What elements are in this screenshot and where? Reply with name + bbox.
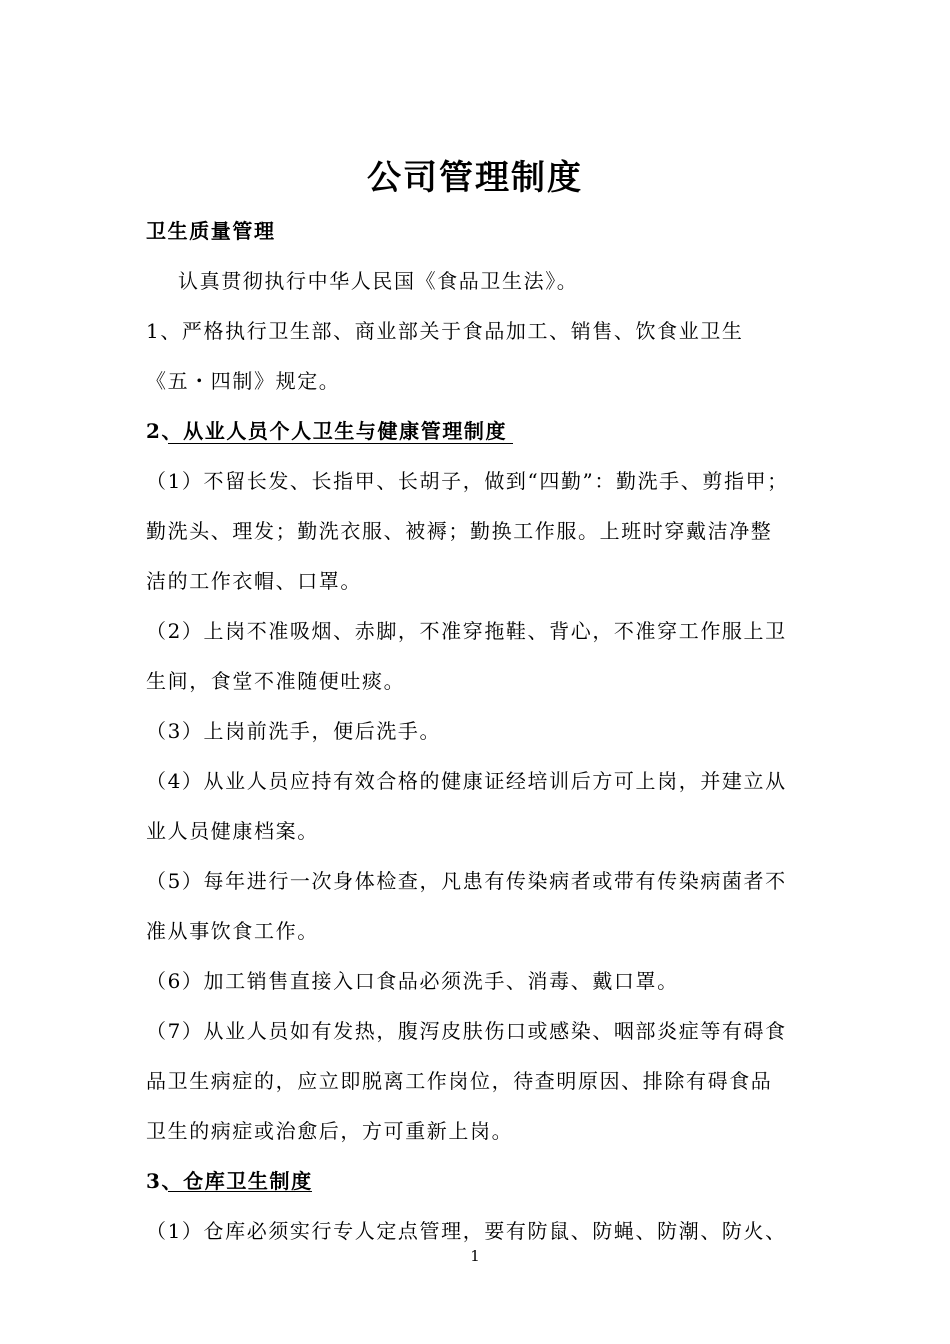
p2-line2: 生间，食堂不准随便吐痰。 bbox=[146, 669, 406, 693]
p2-line1: （2）上岗不准吸烟、赤脚，不准穿拖鞋、背心，不准穿工作服上卫 bbox=[146, 619, 787, 643]
page-number: 1 bbox=[470, 1247, 480, 1265]
item1-line2: 《五・四制》规定。 bbox=[146, 369, 341, 393]
item3-heading-row bbox=[146, 1166, 313, 1198]
p4-line1: （4）从业人员应持有效合格的健康证经培训后方可上岗，并建立从 bbox=[146, 769, 787, 793]
item3-heading: 仓库卫生制度 bbox=[183, 1169, 313, 1193]
p1-line2: 勤洗头、理发；勤洗衣服、被褥；勤换工作服。上班时穿戴洁净整 bbox=[146, 519, 773, 543]
item3-number: 3、 bbox=[146, 1169, 184, 1193]
item2-heading-underline bbox=[168, 443, 513, 444]
p6-line1: （6）加工销售直接入口食品必须洗手、消毒、戴口罩。 bbox=[146, 969, 679, 993]
section-heading: 卫生质量管理 bbox=[146, 219, 276, 243]
p5-line2: 准从事饮食工作。 bbox=[146, 919, 319, 943]
p1-line3: 洁的工作衣帽、口罩。 bbox=[146, 569, 362, 593]
p7-line1: （7）从业人员如有发热，腹泻皮肤伤口或感染、咽部炎症等有碍食 bbox=[146, 1019, 787, 1043]
item2-heading: 从业人员个人卫生与健康管理制度 bbox=[183, 419, 508, 443]
p4-line2: 业人员健康档案。 bbox=[146, 819, 319, 843]
p7-line2: 品卫生病症的，应立即脱离工作岗位，待查明原因、排除有碍食品 bbox=[146, 1069, 773, 1093]
document-title: 公司管理制度 bbox=[367, 158, 583, 198]
s3p1-line1: （1）仓库必须实行专人定点管理，要有防鼠、防蝇、防潮、防火、 bbox=[146, 1219, 787, 1243]
item3-heading-underline bbox=[168, 1191, 312, 1192]
p3-line1: （3）上岗前洗手，便后洗手。 bbox=[146, 719, 442, 743]
item1-line1: 1、严格执行卫生部、商业部关于食品加工、销售、饮食业卫生 bbox=[146, 319, 744, 343]
p7-line3: 卫生的病症或治愈后，方可重新上岗。 bbox=[146, 1119, 514, 1143]
item2-number: 2、 bbox=[146, 419, 184, 443]
intro-paragraph: 认真贯彻执行中华人民国《食品卫生法》。 bbox=[178, 269, 579, 293]
p1-line1: （1）不留长发、长指甲、长胡子，做到“四勤”：勤洗手、剪指甲； bbox=[146, 469, 789, 493]
p5-line1: （5）每年进行一次身体检查，凡患有传染病者或带有传染病菌者不 bbox=[146, 869, 787, 893]
